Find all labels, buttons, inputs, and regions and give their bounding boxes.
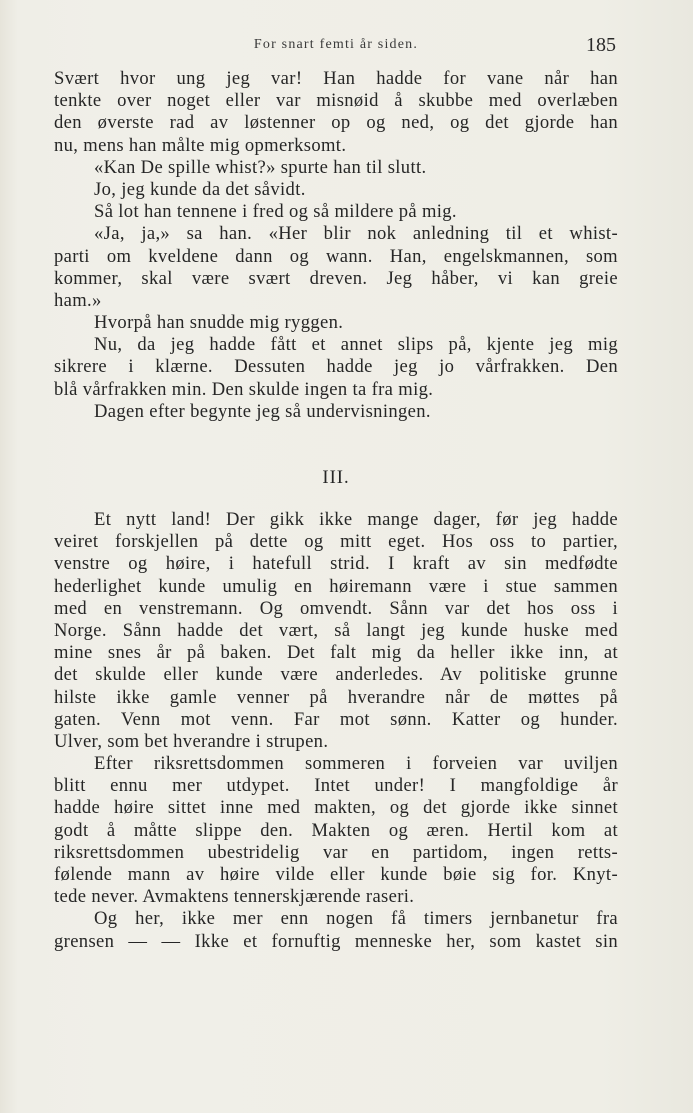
text-line: veiret forskjellen på dette og mitt eget. Hos oss to partier,: [54, 531, 618, 553]
text-line: nu, mens han målte mig opmerksomt.: [54, 134, 347, 156]
text-line: Norge. Sånn hadde det vært, så langt jeg kunde huske med: [54, 619, 618, 641]
text-line: Ulver, som bet hverandre i strupen.: [54, 730, 329, 752]
text-line: «Kan De spille whist?» spurte han til slutt.: [94, 156, 427, 178]
text-before-heading: [54, 68, 618, 423]
text-line: riksrettsdommen ubestridelig var en partidom, ingen retts-: [54, 841, 618, 863]
text-line: tede never. Avmaktens tennerskjærende raseri.: [54, 886, 415, 908]
body-text: [54, 68, 618, 953]
text-line: sikrere i klærne. Dessuten hadde jeg jo vårfrakken. Den: [54, 356, 618, 378]
text-line: Dagen efter begynte jeg så undervisningen.: [94, 400, 431, 422]
section-heading: III.: [322, 467, 350, 488]
text-line: hadde høire sittet inne med makten, og det gjorde ikke sinnet: [54, 797, 618, 819]
text-line: grensen — — Ikke et fornuftig menneske her, som kastet sin: [54, 930, 618, 952]
text-after-heading: [54, 509, 618, 953]
text-line: Så lot han tennene i fred og så mildere på mig.: [94, 201, 457, 223]
text-line: Svært hvor ung jeg var! Han hadde for vane når han: [54, 68, 618, 89]
text-line: godt å måtte slippe den. Makten og æren. Hertil kom at: [54, 819, 618, 841]
text-line: følende mann av høire vilde eller kunde bøie sig for. Knyt-: [54, 864, 618, 885]
page-number: 185: [586, 34, 616, 56]
running-title: For snart femti år siden.: [253, 37, 419, 52]
text-line: hederlighet kunde umulig en høiremann være i stue sammen: [54, 575, 618, 597]
text-line: gaten. Venn mot venn. Far mot sønn. Katter og hunder.: [54, 708, 618, 730]
text-line: den øverste rad av løstenner op og ned, og det gjorde han: [54, 112, 618, 134]
text-line: Efter riksrettsdommen sommeren i forveien var uviljen: [94, 753, 618, 775]
page-header: [54, 36, 618, 56]
text-line: med en venstremann. Og omvendt. Sånn var det hos oss i: [54, 597, 618, 619]
text-line: ham.»: [54, 289, 102, 311]
text-line: «Ja, ja,» sa han. «Her blir nok anledning til et whist-: [94, 223, 618, 245]
text-line: Og her, ikke mer enn nogen få timers jernbanetur fra: [94, 908, 618, 930]
text-line: parti om kveldene dann og wann. Han, engelskmannen, som: [54, 245, 618, 267]
text-line: Hvorpå han snudde mig ryggen.: [94, 312, 344, 334]
text-line: venstre og høire, i hatefull strid. I kraft av sin medfødte: [54, 553, 618, 575]
text-line: Et nytt land! Der gikk ikke mange dager, før jeg hadde: [94, 509, 618, 530]
text-line: det skulde eller kunde være anderledes. Av politiske grunne: [54, 664, 618, 686]
text-line: kommer, skal være svært dreven. Jeg håber, vi kan greie: [54, 267, 618, 289]
text-line: blitt ennu mer utdypet. Intet under! I mangfoldige år: [54, 775, 618, 797]
text-line: Jo, jeg kunde da det såvidt.: [94, 178, 306, 200]
text-line: tenkte over noget eller var misnøid å skubbe med overlæben: [54, 90, 618, 112]
text-line: blå vårfrakken min. Den skulde ingen ta fra mig.: [54, 378, 434, 400]
text-line: Nu, da jeg hadde fått et annet slips på, kjente jeg mig: [94, 334, 618, 356]
text-line: hilste ikke gamle venner på hverandre når de møttes på: [54, 686, 618, 708]
text-line: mine snes år på baken. Det falt mig da heller ikke inn, at: [54, 642, 618, 664]
